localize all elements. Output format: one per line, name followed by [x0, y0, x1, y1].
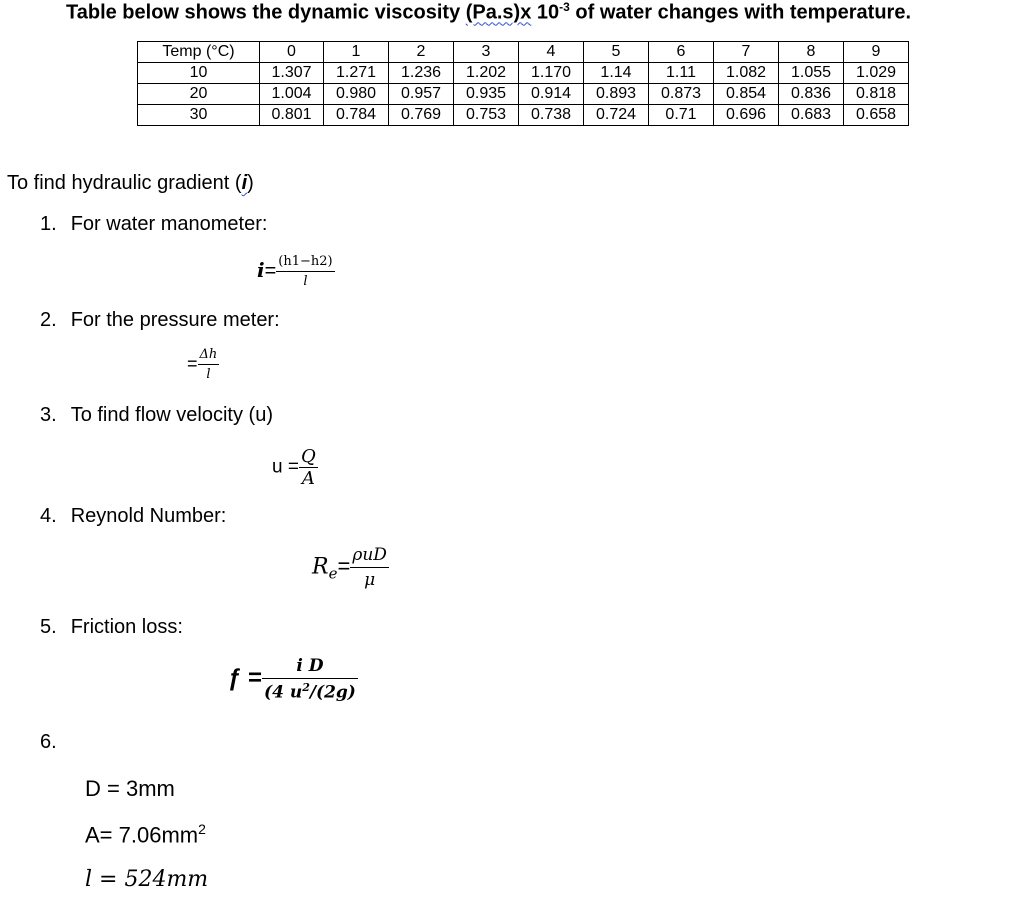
gradient-symbol: i: [241, 172, 248, 194]
table-cell: 0.71: [649, 105, 714, 126]
list-item: 2. For the pressure meter:: [40, 309, 280, 331]
table-header-row: [138, 42, 909, 63]
header-cell: 5: [584, 42, 649, 63]
length-value: l = 524mm: [85, 867, 209, 892]
table-cell: 0.935: [454, 84, 519, 105]
table-cell: 0.696: [714, 105, 779, 126]
table-cell: 0.914: [519, 84, 584, 105]
header-cell: 7: [714, 42, 779, 63]
table-cell: 0.724: [584, 105, 649, 126]
table-cell: 0.738: [519, 105, 584, 126]
header-cell: 3: [454, 42, 519, 63]
list-item: 1. For water manometer:: [40, 213, 268, 235]
table-cell: 20: [138, 84, 260, 105]
header-cell: 2: [389, 42, 454, 63]
table-cell: 0.873: [649, 84, 714, 105]
table-cell: 0.753: [454, 105, 519, 126]
table-cell: 0.836: [779, 84, 844, 105]
table-cell: 1.170: [519, 63, 584, 84]
formula-velocity: u = $\frac{Q}{A}$: [272, 446, 316, 489]
viscosity-table: [137, 41, 909, 126]
table-cell: 1.307: [260, 63, 324, 84]
list-item: 5. Friction loss:: [40, 616, 183, 638]
table-cell: 0.957: [389, 84, 454, 105]
list-item: 3. To find flow velocity (u): [40, 404, 273, 426]
table-cell: 1.202: [454, 63, 519, 84]
header-cell: 8: [779, 42, 844, 63]
formula-pressure-gradient: = $\frac{\Delta h}{l}$: [187, 347, 218, 382]
table-cell: 1.236: [389, 63, 454, 84]
table-cell: 0.784: [324, 105, 389, 126]
table-cell: 1.271: [324, 63, 389, 84]
table-cell: 1.029: [844, 63, 909, 84]
intro-text: To find hydraulic gradient (i): [7, 172, 254, 194]
table-cell: 0.801: [260, 105, 324, 126]
table-cell: 0.683: [779, 105, 844, 126]
table-row: [138, 84, 909, 105]
header-cell: 4: [519, 42, 584, 63]
table-cell: 0.658: [844, 105, 909, 126]
formula-hydraulic-gradient: i= $\frac{(h1-h2)}{l}$: [257, 254, 333, 289]
header-cell: 9: [844, 42, 909, 63]
header-cell: 1: [324, 42, 389, 63]
table-cell: 1.14: [584, 63, 649, 84]
list-item: 6.: [40, 731, 57, 753]
page-title: Table below shows the dynamic viscosity (Pa.s)x $10^{-3}$ of water changes with temperature.: [66, 0, 912, 24]
table-row: [138, 63, 909, 84]
table-cell: 1.082: [714, 63, 779, 84]
table-cell: 0.769: [389, 105, 454, 126]
table-cell: 0.980: [324, 84, 389, 105]
header-cell: 0: [260, 42, 324, 63]
header-cell: Temp (°C): [138, 42, 260, 63]
table-cell: 0.818: [844, 84, 909, 105]
table-cell: 0.893: [584, 84, 649, 105]
unit-label: (Pa.s)x: [465, 1, 532, 24]
formula-reynolds: $R_e=$ $\frac{\text{ρuD}}{\mu}$: [312, 545, 387, 590]
table-cell: 1.11: [649, 63, 714, 84]
table-cell: 30: [138, 105, 260, 126]
area-value: $A= 7.06mm^2$: [85, 821, 206, 848]
diameter-value: D = 3mm: [85, 776, 175, 801]
table-cell: 1.055: [779, 63, 844, 84]
list-item: 4. Reynold Number:: [40, 505, 227, 527]
table-cell: 10: [138, 63, 260, 84]
formula-friction: ƒ = $\frac{\text{i D}}{(4 u^2/(2g)}$: [228, 656, 356, 703]
table-cell: 1.004: [260, 84, 324, 105]
header-cell: 6: [649, 42, 714, 63]
table-row: [138, 105, 909, 126]
table-cell: 0.854: [714, 84, 779, 105]
